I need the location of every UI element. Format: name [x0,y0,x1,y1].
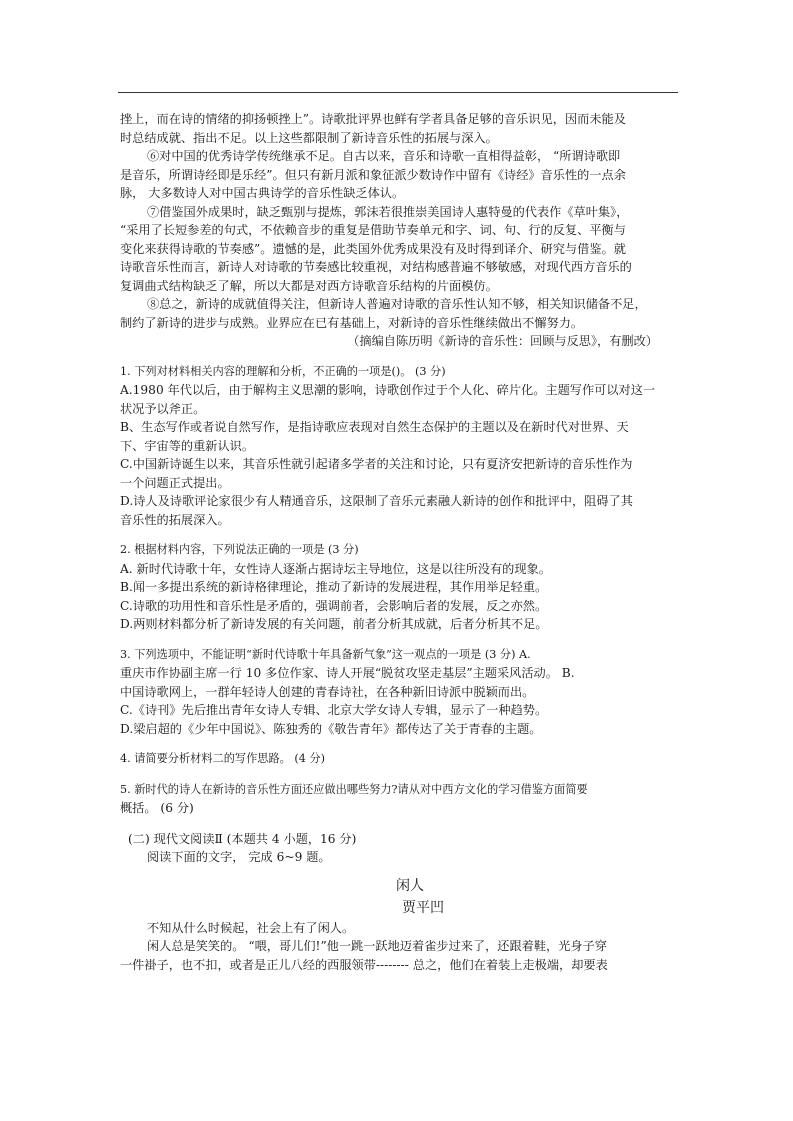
question-option: 音乐性的拓展深入。 [120,512,230,527]
section-instruction: 阅读下面的文字， 完成 6~9 题。 [147,850,331,864]
header-rule [118,92,678,93]
text-line: 变化来获得诗歌的节奏感”。遗憾的是，此类国外优秀成果没有及时得到译介、研究与借鉴。就 [120,241,626,256]
question-2 [120,541,660,634]
question-stem: 3. 下列选项中，不能证明“新时代诗歌十年具备新气象”这一观点的一项是 (3 分) A. [120,647,531,661]
question-option: 下、宇宙等的重新认识。 [120,438,255,453]
question-option: B.闻一多提出系统的新诗格律理论，推动了新诗的发展进程，其作用举足轻重。 [120,580,548,594]
question-option: A.1980 年代以后，由于解构主义思潮的影响，诗歌创作过于个人化、碎片化。主题写作可以对这一 [120,383,656,397]
question-option: 概括。 (6 分) [120,801,194,815]
question-option: D.梁启超的《少年中国说》、陈独秀的《敬告青年》都传达了关于青春的主题。 [120,721,542,736]
question-stem: 5. 新时代的诗人在新诗的音乐性方面还应做出哪些努力?请从对中西方文化的学习借鉴方面简要 [120,782,588,796]
text-line: ⑦借鉴国外成果时，缺乏甄别与提炼，郭沫若很推崇美国诗人惠特曼的代表作《草叶集》， [147,204,629,219]
question-option: 重庆市作协副主席一行 10 多位作家、诗人开展“脱贫攻坚走基层”主题采风活动。 B. [120,666,575,680]
question-3 [120,646,660,739]
text-line: ⑧总之，新诗的成就值得关注，但新诗人普遍对诗歌的音乐性认知不够，相关知识储备不足， [147,297,647,311]
question-4 [120,750,660,769]
document-page [120,110,660,974]
question-stem: 4. 请简要分析材料二的写作思路。 (4 分) [120,752,326,765]
question-1 [120,363,660,530]
question-5 [120,781,660,818]
text-line: 挫上，而在诗的情绪的抑扬顿挫上”。诗歌批评界也鲜有学者具备足够的音乐识见，因而未能及 [120,112,626,126]
question-option: B、生态写作或者说自然写作，是指诗歌应表现对自然生态保护的主题以及在新时代对世界、天 [120,420,629,434]
question-option: C.诗歌的功用性和音乐性是矛盾的，强调前者，会影响后者的发展，反之亦然。 [120,598,548,613]
question-option: 状况予以斧正。 [120,401,206,416]
text-line: 复调曲式结构缺乏了解，所以大都是对西方诗歌音乐结构的片面模仿。 [120,278,498,293]
question-option: D.两则材料都分析了新诗发展的有关问题，前者分析其成就，后者分析其不足。 [120,617,548,631]
question-option: A. 新时代诗歌十年，女性诗人逐渐占据诗坛主导地位，这是以往所没有的现象。 [120,561,551,576]
story-paragraph: 闲人总是笑笑的。 “喂，哥儿们!”他一跳一跃地迈着雀步过来了，还跟着鞋，光身子穿 [147,939,607,953]
question-option: C.《诗刊》先后推出青年女诗人专辑、北京大学女诗人专辑，显示了一种趋势。 [120,703,548,717]
section-heading: (二) 现代文阅读Ⅱ (本题共 4 小题，16 分) [128,831,357,846]
text-line: 时总结成就、指出不足。以上这些都限制了新诗音乐性的拓展与深入。 [120,130,498,145]
story-paragraph: 不知从什么时候起，社会上有了闲人。 [147,920,355,935]
question-stem: 1. 下列对材料相关内容的理解和分析，不正确的一项是()。 (3 分) [120,364,446,378]
material-text [120,110,660,351]
text-line: “采用了长短参差的句式，不依赖音步的重复是借助节奏单元和字、词、句、行的反复、平衡与 [120,223,626,237]
question-option: C.中国新诗诞生以来，其音乐性就引起诸多学者的关注和讨论，只有夏济安把新诗的音乐性作为 [120,457,633,471]
text-line: 是音乐，所谓诗经即是乐经”。但只有新月派和象征派少数诗作中留有《诗经》音乐性的一点余 [120,167,626,182]
text-line: ⑥对中国的优秀诗学传统继承不足。自古以来，音乐和诗歌一直相得益彰， “所谓诗歌即 [147,149,621,163]
question-option: D.诗人及诗歌评论家很少有人精通音乐，这限制了音乐元素融人新诗的创作和批评中，阻碍了其 [120,494,633,508]
text-line: 制约了新诗的进步与成熟。业界应在已有基础上，对新诗的音乐性继续做出不懈努力。 [120,315,584,330]
story-title: 闲人 [396,877,424,894]
question-stem: 2. 根据材料内容，下列说法正确的一项是 (3 分) [120,543,359,556]
text-line: 脉， 大多数诗人对中国古典诗学的音乐性缺乏体认。 [120,186,405,200]
source-citation: （摘编自陈历明《新诗的音乐性：回顾与反思》，有删改） [347,334,658,348]
question-option: 一个问题正式提出。 [120,475,230,490]
story-author: 贾平凹 [402,899,444,916]
question-option: 中国诗歌网上，一群年轻诗人创建的青春诗社，在各种新旧诗派中脱颖而出。 [120,684,535,699]
text-line: 诗歌音乐性而言，新诗人对诗歌的节奏感比较重视，对结构感普遍不够敏感，对现代西方音乐的 [120,260,632,274]
section-two [120,830,660,975]
story-paragraph: 一件褂子，也不扣，或者是正儿八经的西服领带-------- 总之，他们在着装上走极端，却要表 [120,957,608,972]
